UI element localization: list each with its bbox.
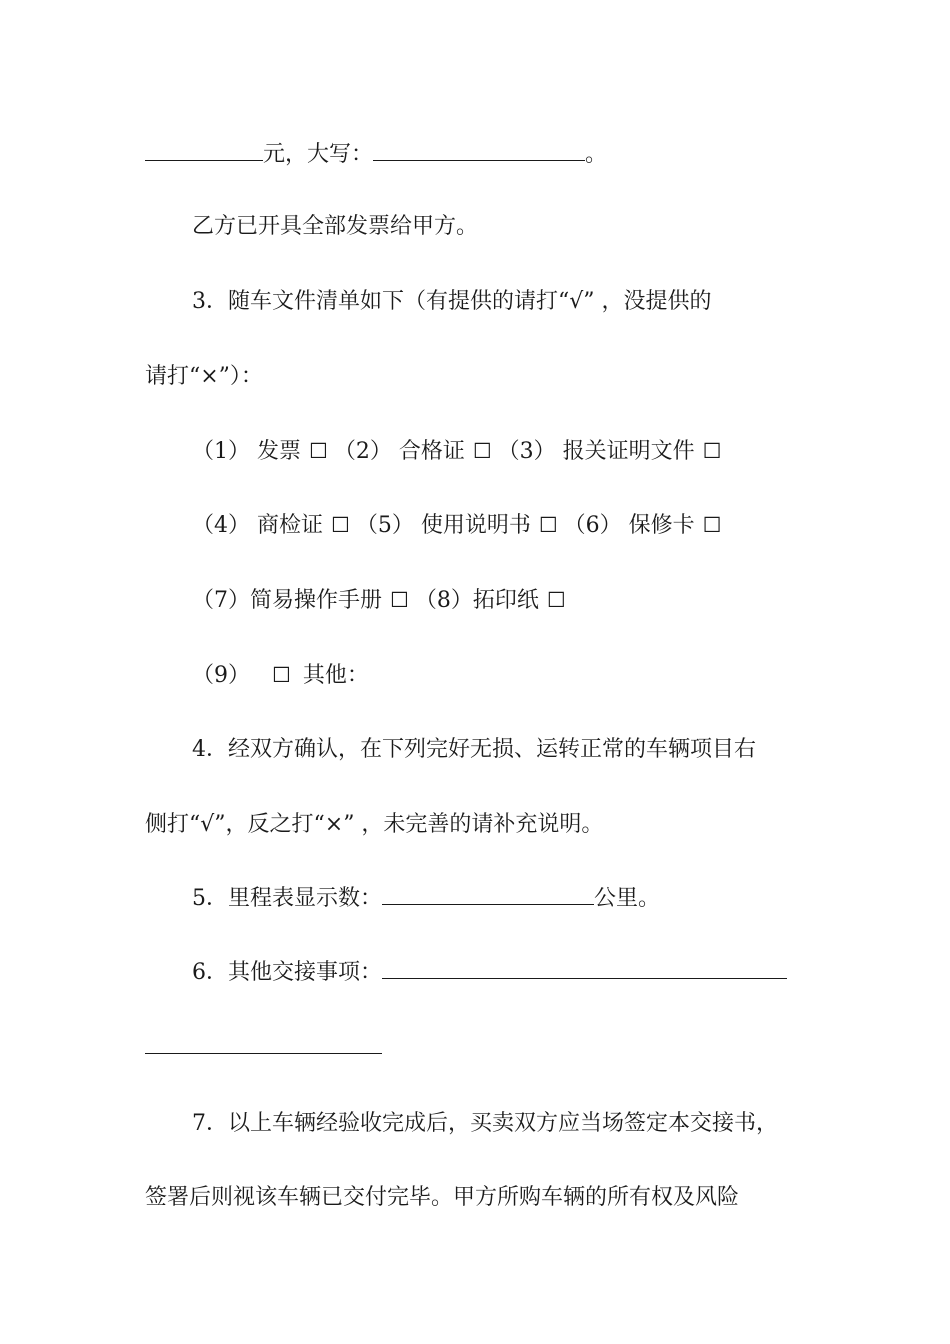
doc-row-2 xyxy=(192,510,727,540)
item6-continuation xyxy=(145,1033,382,1063)
item3-line1: 3．随车文件清单如下（有提供的请打“√” ，没提供的 xyxy=(192,289,712,314)
doc-item-certificate: （2） 合格证 xyxy=(333,439,465,464)
amount-capital-blank xyxy=(373,140,585,161)
doc-row-3 xyxy=(192,585,572,615)
item4-line1: 4．经双方确认，在下列完好无损、运转正常的车辆项目右 xyxy=(192,737,756,762)
doc-item-customs: （3） 报关证明文件 xyxy=(497,439,695,464)
checkbox-certificate[interactable]: ☐ xyxy=(472,439,492,463)
checkbox-other[interactable]: ☐ xyxy=(272,663,291,687)
other-handover-label: 6．其他交接事项： xyxy=(192,960,382,985)
doc-row-4 xyxy=(192,660,369,690)
doc-item-9: （9） xyxy=(192,663,250,688)
checkbox-manual[interactable]: ☐ xyxy=(538,513,558,537)
checkbox-rubbing-paper[interactable]: ☐ xyxy=(546,588,566,612)
odometer-label: 5．里程表显示数： xyxy=(192,886,382,911)
doc-item-manual: （5） 使用说明书 xyxy=(355,513,531,538)
checkbox-customs[interactable]: ☐ xyxy=(702,439,722,463)
doc-item-invoice: （1） 发票 xyxy=(192,439,301,464)
amount-end: 。 xyxy=(585,142,608,167)
invoice-paragraph: 乙方已开具全部发票给甲方。 xyxy=(192,214,479,239)
doc-row-1 xyxy=(192,436,727,466)
item7-line2: 签署后则视该车辆已交付完毕。甲方所购车辆的所有权及风险 xyxy=(145,1185,740,1210)
doc-item-rubbing-paper: （8）拓印纸 xyxy=(414,588,539,613)
doc-item-quick-guide: （7）简易操作手册 xyxy=(192,588,382,613)
doc-item-warranty: （6） 保修卡 xyxy=(563,513,695,538)
amount-line xyxy=(145,140,607,170)
doc-item-other-label: 其他： xyxy=(302,663,369,688)
amount-number-blank xyxy=(145,140,263,161)
item7-line1: 7．以上车辆经验收完成后，买卖双方应当场签定本交接书， xyxy=(192,1111,778,1136)
checkbox-quick-guide[interactable]: ☐ xyxy=(390,588,409,612)
other-handover-blank-2[interactable] xyxy=(145,1033,382,1054)
checkbox-warranty[interactable]: ☐ xyxy=(702,513,722,537)
item5-line xyxy=(192,884,660,914)
amount-label: 元，大写： xyxy=(263,142,374,167)
other-handover-blank-1[interactable] xyxy=(382,958,787,979)
checkbox-inspection[interactable]: ☐ xyxy=(331,513,350,537)
odometer-unit: 公里。 xyxy=(594,886,661,911)
checkbox-invoice[interactable]: ☐ xyxy=(309,439,328,463)
item6-line xyxy=(192,958,787,988)
odometer-blank[interactable] xyxy=(382,884,594,905)
doc-item-inspection: （4） 商检证 xyxy=(192,513,323,538)
item4-line2: 侧打“√”，反之打“×” ，未完善的请补充说明。 xyxy=(145,812,604,837)
item3-line2: 请打“×”）： xyxy=(145,364,263,389)
